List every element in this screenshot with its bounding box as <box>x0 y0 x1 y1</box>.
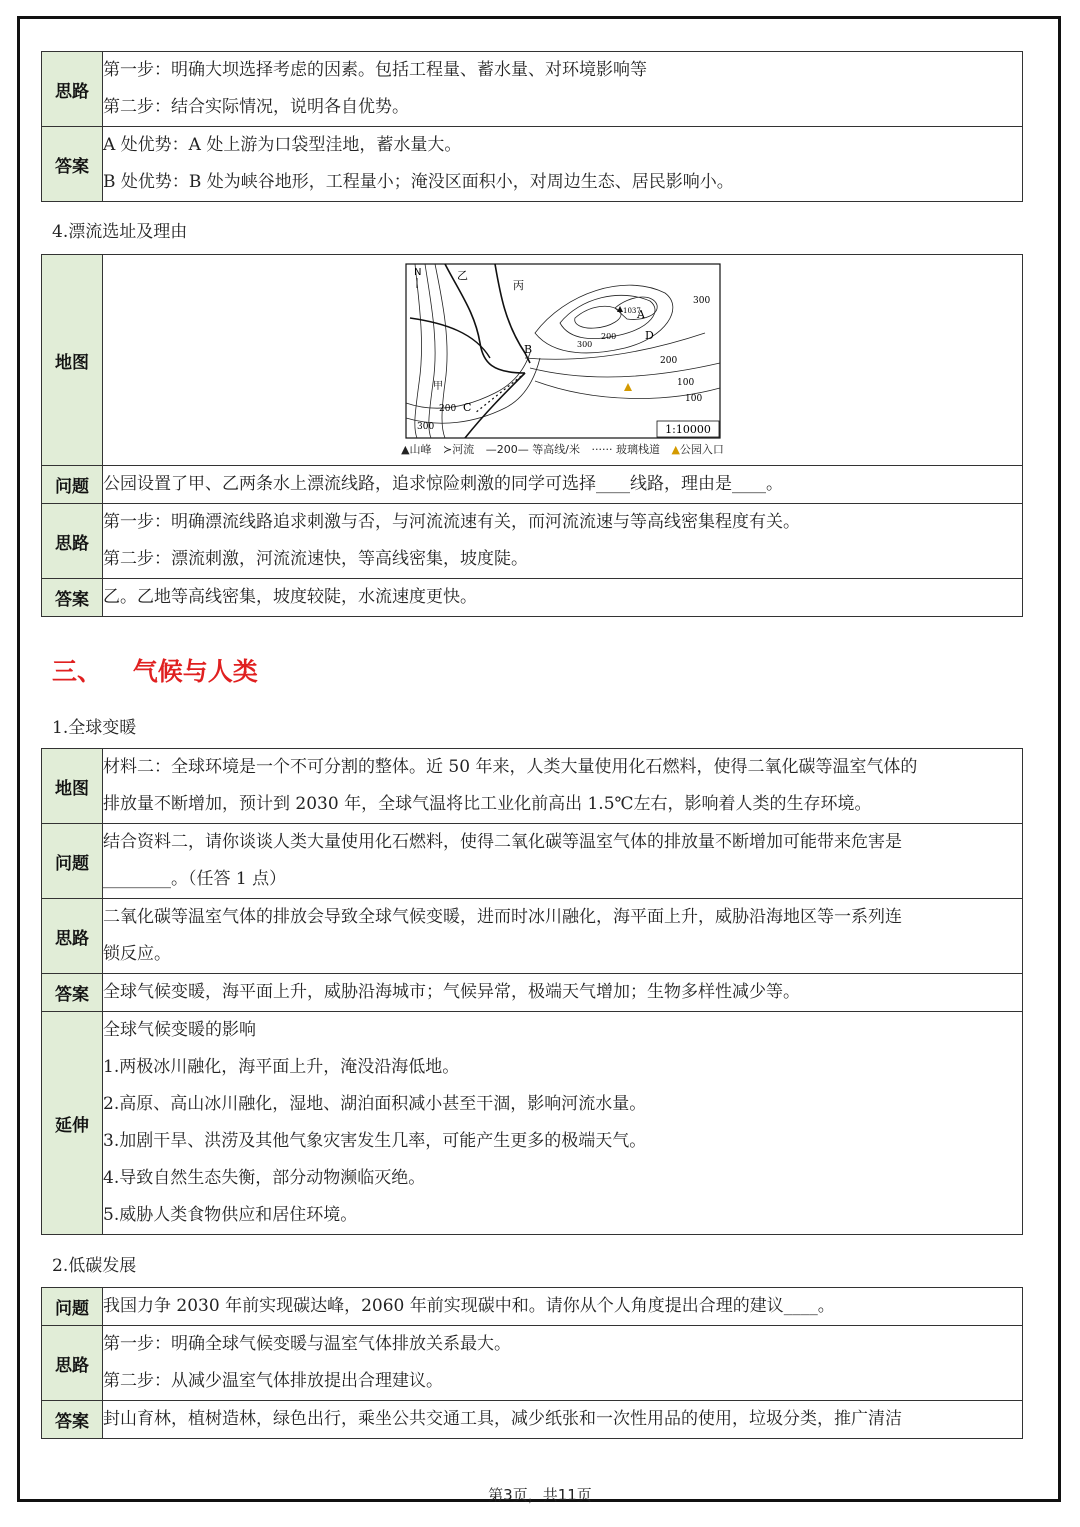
item1-heading: 1.全球变暖 <box>52 718 137 738</box>
silu-line: 第一步：明确全球气候变暖与温室气体排放关系最大。 <box>103 1334 511 1354</box>
silu-text <box>103 504 1023 579</box>
silu-text <box>103 52 1023 127</box>
daan-label: 答案 <box>42 1401 103 1439</box>
contour-map <box>383 263 743 457</box>
silu-label: 思路 <box>42 899 103 974</box>
north-label: N <box>413 267 421 278</box>
daan-label: 答案 <box>42 974 103 1012</box>
silu-line: 第二步：结合实际情况，说明各自优势。 <box>103 97 409 117</box>
daan-label: 答案 <box>42 127 103 202</box>
yanshen-line: 全球气候变暖的影响 <box>103 1020 256 1040</box>
ditu-line: 排放量不断增加，预计到 2030 年，全球气温将比工业化前高出 1.5℃左右，影响着人类的生存环境。 <box>103 794 872 814</box>
contour-value: 300 <box>576 340 592 349</box>
entrance-icon: ▲ <box>671 443 680 456</box>
item2-heading: 2.低碳发展 <box>52 1256 137 1276</box>
silu-line: 第二步：漂流刺激，河流流速快，等高线密集，坡度陡。 <box>103 549 528 569</box>
warming-qa-block <box>41 748 1023 1235</box>
silu-label: 思路 <box>42 504 103 579</box>
item4-heading: 4.漂流选址及理由 <box>52 222 188 242</box>
label-jia: 甲 <box>432 381 443 392</box>
yanshen-line: 3.加剧干旱、洪涝及其他气象灾害发生几率，可能产生更多的极端天气。 <box>103 1131 647 1151</box>
section-number: 三、 <box>52 657 103 686</box>
label-c: C <box>462 401 471 414</box>
map-legend <box>383 441 743 457</box>
yanshen-line: 2.高原、高山冰川融化，湿地、湖泊面积减小甚至干涸，影响河流水量。 <box>103 1094 647 1114</box>
silu-line: 第一步：明确漂流线路追求刺激与否，与河流流速有关，而河流流速与等高线密集程度有关。 <box>103 512 800 532</box>
dam-qa-block <box>41 51 1023 202</box>
legend-item: ▲山峰 <box>401 443 432 456</box>
silu-line: 第二步：从减少温室气体排放提出合理建议。 <box>103 1371 443 1391</box>
label-b: B <box>523 343 532 356</box>
page-footer: 第3页，共11页 <box>488 1486 592 1504</box>
daan-line: A 处优势：A 处上游为口袋型洼地，蓄水量大。 <box>103 135 462 155</box>
section-title <box>52 652 258 688</box>
yanshen-line: 5.威胁人类食物供应和居住环境。 <box>103 1205 358 1225</box>
label-a: A <box>636 308 645 321</box>
wenti-text: 公园设置了甲、乙两条水上漂流线路，追求惊险刺激的同学可选择____线路，理由是____。 <box>103 466 1023 504</box>
silu-text <box>103 899 1023 974</box>
label-yi: 乙 <box>456 269 468 282</box>
daan-text: 全球气候变暖，海平面上升，威胁沿海城市；气候异常，极端天气增加；生物多样性减少等。 <box>103 974 1023 1012</box>
wenti-line: ________。（任答 1 点） <box>103 869 287 889</box>
wenti-label: 问题 <box>42 1288 103 1326</box>
contour-value: 100 <box>676 378 694 388</box>
yanshen-text <box>103 1012 1023 1235</box>
wenti-text <box>103 824 1023 899</box>
daan-text <box>103 127 1023 202</box>
scale-text: 1:10000 <box>664 423 711 436</box>
ditu-text <box>103 749 1023 824</box>
river-icon: ≻ <box>443 443 453 456</box>
wenti-label: 问题 <box>42 824 103 899</box>
silu-text <box>103 1326 1023 1401</box>
map-cell <box>103 255 1023 466</box>
contour-value: 300 <box>692 296 710 306</box>
label-d: D <box>644 329 654 342</box>
daan-text: 封山育林，植树造林，绿色出行，乘坐公共交通工具，减少纸张和一次性用品的使用，垃圾分类，推广清洁 <box>103 1401 1023 1439</box>
silu-label: 思路 <box>42 1326 103 1401</box>
rafting-qa-block <box>41 254 1023 617</box>
yanshen-line: 1.两极冰川融化，海平面上升，淹没沿海低地。 <box>103 1057 460 1077</box>
wenti-text: 我国力争 2030 年前实现碳达峰，2060 年前实现碳中和。请你从个人角度提出合理的建议____。 <box>103 1288 1023 1326</box>
contour-value: 200 <box>438 404 456 414</box>
legend-item: ≻河流 <box>443 443 475 456</box>
ditu-line: 材料二：全球环境是一个不可分割的整体。近 50 年来，人类大量使用化石燃料，使得二氧化碳等温室气体的 <box>103 757 918 777</box>
legend-item: ······ 玻璃栈道 <box>591 443 660 456</box>
contour-value: 200 <box>600 332 616 341</box>
contour-value: 300 <box>416 422 434 432</box>
label-peak: 1037 <box>622 307 641 315</box>
section-name: 气候与人类 <box>132 657 258 686</box>
lowcarbon-qa-block <box>41 1287 1023 1439</box>
yanshen-line: 4.导致自然生态失衡，部分动物濒临灭绝。 <box>103 1168 426 1188</box>
wenti-label: 问题 <box>42 466 103 504</box>
daan-text: 乙。乙地等高线密集，坡度较陡，水流速度更快。 <box>103 579 1023 617</box>
contour-value: 200 <box>659 356 677 366</box>
daan-line: B 处优势：B 处为峡谷地形，工程量小；淹没区面积小，对周边生态、居民影响小。 <box>103 172 734 192</box>
contour-map-svg <box>405 263 721 439</box>
daan-label: 答案 <box>42 579 103 617</box>
silu-label: 思路 <box>42 52 103 127</box>
wenti-line: 结合资料二，请你谈谈人类大量使用化石燃料，使得二氧化碳等温室气体的排放量不断增加可能带来危害是 <box>103 832 902 852</box>
ditu-label: 地图 <box>42 255 103 466</box>
ditu-label: 地图 <box>42 749 103 824</box>
contour-value: 100 <box>684 394 702 404</box>
label-bing: 丙 <box>512 279 524 292</box>
silu-line: 锁反应。 <box>103 944 171 964</box>
silu-line: 第一步：明确大坝选择考虑的因素。包括工程量、蓄水量、对环境影响等 <box>103 60 647 80</box>
legend-item: —200— 等高线/米 <box>485 443 580 456</box>
silu-line: 二氧化碳等温室气体的排放会导致全球气候变暖，进而时冰川融化，海平面上升，威胁沿海地区等一系列连 <box>103 907 902 927</box>
yanshen-label: 延伸 <box>42 1012 103 1235</box>
legend-item: ▲公园入口 <box>671 443 724 456</box>
